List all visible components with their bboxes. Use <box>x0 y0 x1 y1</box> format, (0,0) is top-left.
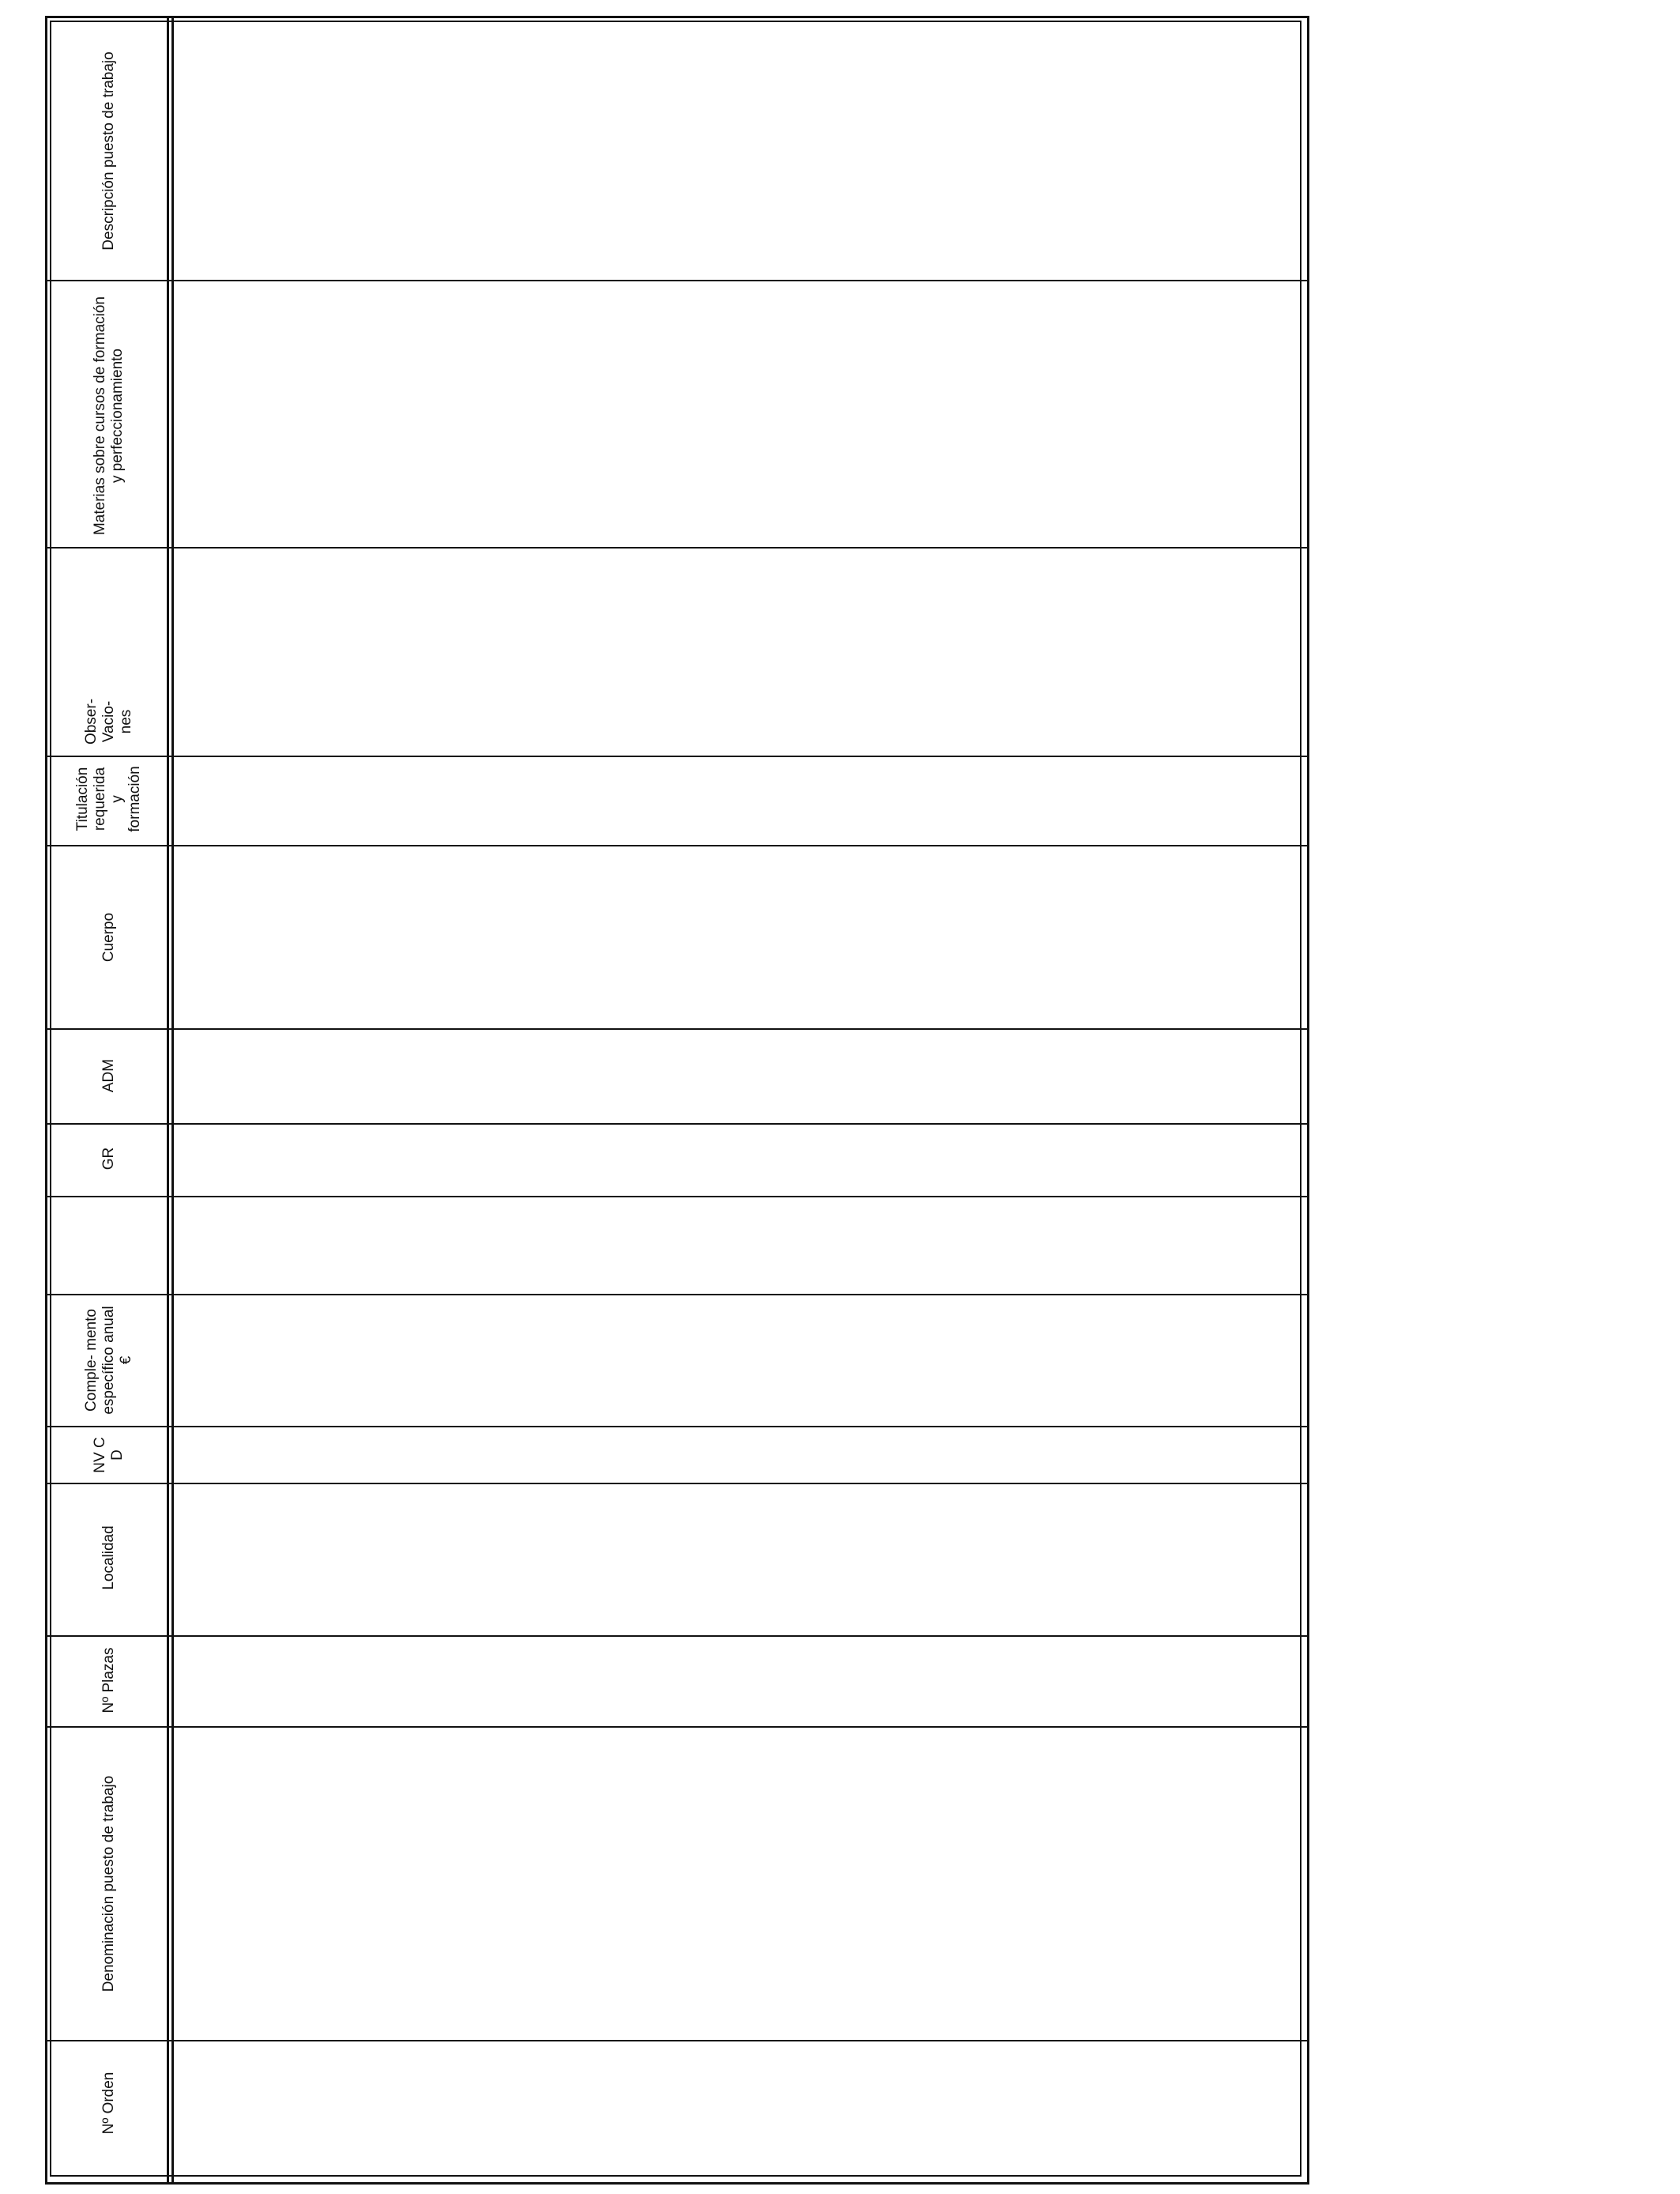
header-gr: GR <box>100 1147 117 1171</box>
header-complemento: Comple- mento específico anual € <box>82 1306 134 1415</box>
header-denominacion: Denominación puesto de trabajo <box>100 1775 117 1992</box>
header-adm: ADM <box>100 1058 117 1093</box>
header-localidad: Localidad <box>100 1525 117 1590</box>
header-cuerpo: Cuerpo <box>100 912 117 963</box>
header-materias: Materias sobre cursos de formación y perfeccionamiento <box>91 296 126 536</box>
header-descripcion: Descripción puesto de trabajo <box>100 51 117 251</box>
header-plazas: Nº Plazas <box>100 1647 117 1713</box>
header-observaciones: Obser- Vacio- nes <box>82 698 134 745</box>
header-nvcd: NV C D <box>91 1437 126 1473</box>
header-orden: Nº Orden <box>100 2071 117 2135</box>
header-titulacion: Titulación requerida y formación <box>73 766 143 832</box>
